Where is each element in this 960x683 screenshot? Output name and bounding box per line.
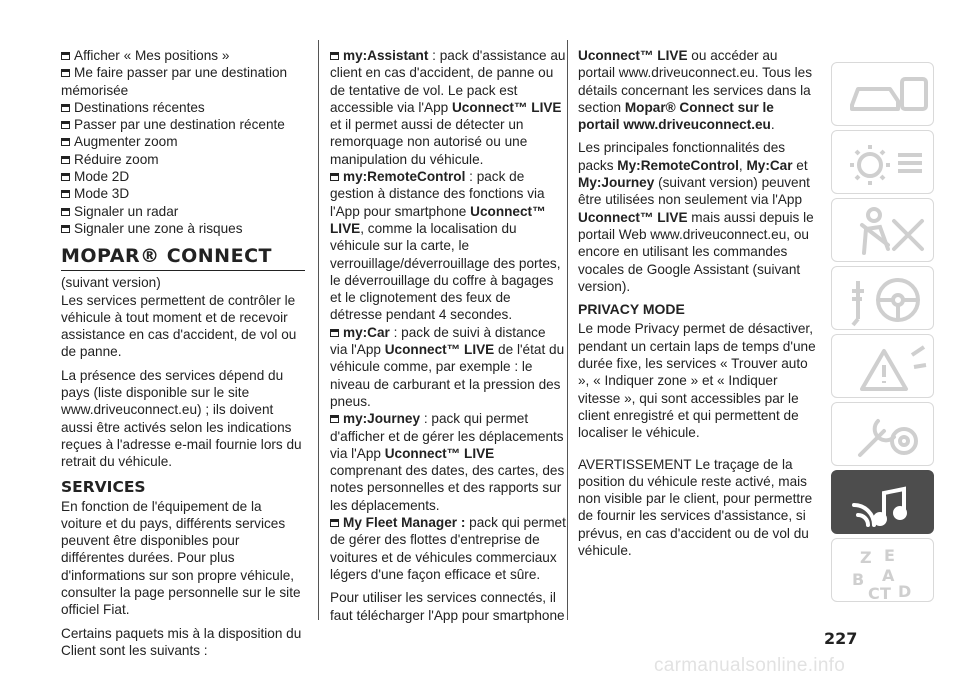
letter-b: B	[852, 570, 865, 589]
multimedia-connect-icon	[832, 471, 934, 534]
tools-icon	[832, 403, 934, 466]
tab-emergency[interactable]	[831, 334, 934, 398]
pack-journey: my:Journey : pack qui permet d'afficher et de gérer les déplacements via l'App Uconnect™ LIVE comprenant des dates, des cartes, des notes personnelles et des rapports sur les déplacements.	[330, 411, 565, 513]
checkbox-bullet-icon	[61, 156, 70, 164]
warning-triangle-icon	[832, 335, 934, 398]
list-item: Me faire passer par une destination mémorisée	[61, 65, 288, 98]
watermark: carmanualsonline.info	[654, 655, 846, 676]
paragraph: Le mode Privacy permet de désactiver, pendant un certain laps de temps d'une durée fixe, les services « Trouver auto », « Indiquer zone » et « Indiquer vitesse », qui sont accessibles par le client enregistré et qui permettent de localiser le véhicule.	[578, 321, 816, 441]
section-heading-privacy-mode: PRIVACY MODE	[578, 301, 685, 318]
warning-paragraph: AVERTISSEMENT Le traçage de la position du véhicule reste activé, mais non visible par le client, pour permettre de fournir les services d'assistance, si prévus, en cas d'accident ou de vol du véhicule.	[578, 456, 813, 559]
letter-d: D	[898, 582, 912, 601]
checkbox-bullet-icon	[61, 69, 70, 77]
list-item: Passer par une destination récente	[61, 116, 305, 133]
checkbox-bullet-icon	[61, 138, 70, 146]
checkbox-bullet-icon	[330, 415, 339, 423]
column-1	[61, 47, 305, 659]
checkbox-bullet-icon	[61, 225, 70, 233]
tab-safety[interactable]	[831, 198, 934, 262]
section-heading-mopar-connect: MOPAR® CONNECT	[61, 246, 305, 271]
list-item: Destinations récentes	[61, 99, 305, 116]
section-heading-services: SERVICES	[61, 477, 146, 496]
checkbox-bullet-icon	[61, 52, 70, 60]
list-item: Réduire zoom	[61, 151, 305, 168]
checkbox-bullet-icon	[61, 104, 70, 112]
checkbox-bullet-icon	[61, 173, 70, 181]
checkbox-bullet-icon	[330, 173, 339, 181]
letter-t: T	[880, 584, 891, 603]
checkbox-bullet-icon	[330, 329, 339, 337]
tab-lights[interactable]	[831, 130, 934, 194]
paragraph: La présence des services dépend du pays (liste disponible sur le site www.driveuconnect.eu) ; ils doivent aussi être activés selon les indications reçues à l'adresse e-mail fournie lors du retrait du véhicule.	[61, 367, 302, 470]
letter-e: E	[884, 546, 895, 565]
paragraph: Les principales fonctionnalités des packs My:RemoteControl, My:Car et My:Journey (suivant version) peuvent être utilisées non seulement via l'App Uconnect™ LIVE mais aussi depuis le portail Web www.driveuconnect.eu, ou encore en utilisant les commandes vocales de Google Assistant (suivant version).	[578, 140, 814, 294]
checkbox-bullet-icon	[61, 208, 70, 216]
column-divider	[318, 40, 319, 620]
page-number: 227	[824, 629, 858, 648]
list-item: Afficher « Mes positions »	[61, 47, 305, 64]
checkbox-bullet-icon	[61, 190, 70, 198]
index-letters-icon	[832, 539, 934, 602]
lights-icon	[832, 131, 934, 194]
column-2	[330, 47, 566, 624]
tab-starting-driving[interactable]	[831, 266, 934, 330]
tab-maintenance[interactable]	[831, 402, 934, 466]
checkbox-bullet-icon	[61, 121, 70, 129]
tab-dashboard[interactable]	[831, 62, 934, 126]
pack-assistant: my:Assistant : pack d'assistance au client en cas d'accident, de panne ou de tentative de vol. Le pack est accessible via l'App Uconnect™ LIVE et il permet aussi de détecter un remorquage non autorisé ou une manipulation du véhicule.	[330, 48, 566, 167]
car-dashboard-icon	[832, 63, 934, 126]
safety-seatbelt-icon	[832, 199, 934, 262]
paragraph: En fonction de l'équipement de la voiture et du pays, différents services peuvent être disponibles pour différentes durées. Pour plus d'informations sur son propre véhicule, consulter la page personnelle sur le site officiel Fiat.	[61, 498, 301, 618]
letter-z: Z	[860, 548, 872, 567]
steering-wheel-key-icon	[832, 267, 934, 330]
checkbox-bullet-icon	[330, 519, 339, 527]
pack-car: my:Car : pack de suivi à distance via l'App Uconnect™ LIVE de l'état du véhicule comme, par exemple : le niveau de carburant et la pression des pneus.	[330, 324, 565, 409]
version-note: (suivant version)	[61, 275, 161, 291]
list-item: Signaler une zone à risques	[61, 220, 305, 237]
paragraph: Certains paquets mis à la disposition du Client sont les suivants :	[61, 625, 302, 658]
column-3	[578, 47, 818, 559]
checkbox-bullet-icon	[330, 52, 339, 60]
pack-fleet-manager: My Fleet Manager : pack qui permet de gérer des flottes d'entreprise de voitures et de véhicules commerciaux légers d'une façon efficace et sûre.	[330, 515, 566, 582]
letter-c: C	[868, 584, 880, 603]
list-item: Mode 3D	[61, 185, 305, 202]
list-item: Signaler un radar	[61, 203, 305, 220]
column-divider	[567, 40, 568, 620]
tab-index[interactable]	[831, 538, 934, 602]
list-item: Augmenter zoom	[61, 133, 305, 150]
paragraph: Les services permettent de contrôler le véhicule à tout moment et de recevoir assistance en cas d'accident, de vol ou de panne.	[61, 292, 297, 360]
tab-multimedia-active[interactable]	[831, 470, 934, 534]
letter-a: A	[882, 566, 895, 585]
list-item: Mode 2D	[61, 168, 305, 185]
paragraph: Pour utiliser les services connectés, il faut télécharger l'App pour smartphone	[330, 590, 565, 623]
pack-remote-control: my:RemoteControl : pack de gestion à distance des fonctions via l'App pour smartphone Uconnect™ LIVE, comme la localisation du véhicule sur la carte, le verrouillage/déverrouillage des portes, le déverrouillage du coffre à bagages et le clignotement des feux de détresse pendant 4 secondes.	[330, 169, 561, 323]
paragraph: Uconnect™ LIVE ou accéder au portail www.driveuconnect.eu. Tous les détails concernant les services dans la section Mopar® Connect sur le portail www.driveuconnect.eu.	[578, 48, 812, 133]
